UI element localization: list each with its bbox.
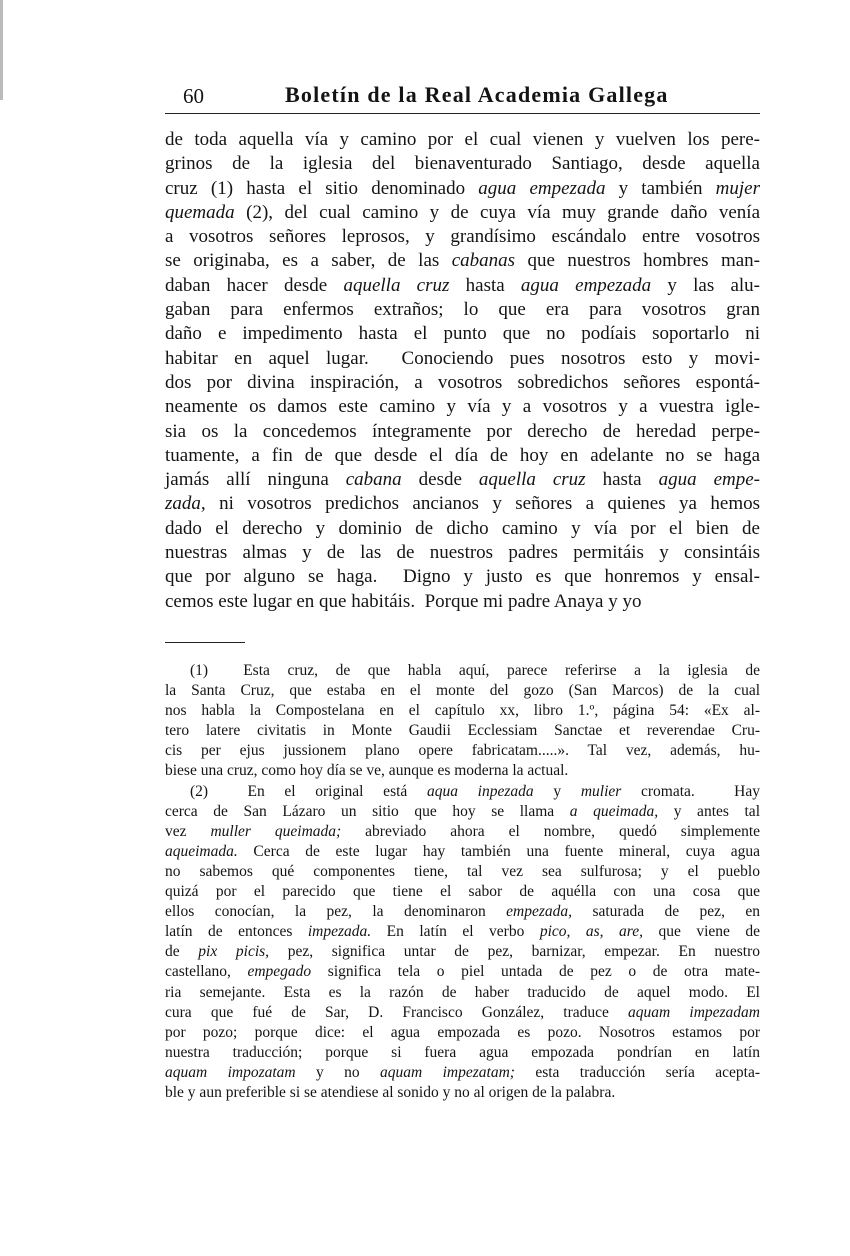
- footnote-line: [165, 1083, 760, 1103]
- footnote-line: [165, 1043, 760, 1063]
- footnote-line: [165, 902, 760, 922]
- text-segment: y las alu-: [651, 274, 760, 296]
- text-segment: nos habla la Compostelana en el capítulo xx, libro 1.º, página 54: «Ex al-: [165, 702, 760, 720]
- text-segment: que nuestros hombres man-: [515, 250, 760, 272]
- footnote-line: [165, 922, 760, 942]
- text-segment: En latín el verbo: [371, 923, 540, 941]
- text-segment: ria semejante. Esta es la razón de haber traducido de aquel modo. El: [165, 983, 760, 1001]
- footnote-line: [165, 701, 760, 721]
- italic-text: empezada,: [506, 903, 573, 921]
- italic-text: aqueimada.: [165, 842, 238, 860]
- italic-text: aquam impezadam: [628, 1003, 760, 1021]
- body-line: [165, 152, 760, 176]
- body-line: [165, 274, 760, 298]
- text-segment: grinos de la iglesia del bienaventurado Santiago, desde aquella: [165, 153, 760, 175]
- text-segment: jamás allí ninguna: [165, 469, 346, 491]
- body-line: [165, 371, 760, 395]
- italic-text: aquella cruz: [478, 469, 586, 491]
- text-segment: cerca de San Lázaro un sitio que hoy se llama: [165, 802, 570, 820]
- text-segment: nuestra traducción; porque si fuera agua empozada pondrían en latín: [165, 1043, 760, 1061]
- footnote-line: [165, 661, 760, 681]
- text-segment: daban hacer desde: [165, 274, 344, 296]
- text-segment: no sabemos qué componentes tiene, tal vez sea sulfurosa; y el pueblo: [165, 862, 760, 880]
- body-line: [165, 468, 760, 492]
- italic-text: muller queimada;: [210, 822, 342, 840]
- text-segment: de toda aquella vía y camino por el cual vienen y vuelven los pere-: [165, 129, 760, 150]
- text-segment: saturada de pez, en: [572, 903, 760, 921]
- text-segment: y también: [605, 177, 716, 199]
- italic-text: cabana: [345, 469, 402, 491]
- footnote-line: [165, 822, 760, 842]
- text-segment: se originaba, es a saber, de las: [165, 250, 452, 272]
- body-line: [165, 322, 760, 346]
- text-segment: y: [533, 782, 581, 800]
- body-line: [165, 420, 760, 444]
- body-line: [165, 225, 760, 249]
- footnote-line: [165, 782, 760, 802]
- text-segment: cis per ejus jussionem plano opere fabricatam.....». Tal vez, además, hu-: [165, 742, 760, 760]
- italic-text: impezada.: [307, 923, 372, 941]
- footnote-line: [165, 741, 760, 761]
- italic-text: aqua inpezada: [426, 782, 534, 800]
- text-segment: que viene de: [642, 923, 761, 941]
- text-segment: sia os la concedemos íntegramente por derecho de heredad perpe-: [165, 420, 760, 442]
- body-line: [165, 590, 760, 614]
- body-text: [165, 128, 760, 614]
- italic-text: a queimada,: [569, 802, 659, 820]
- text-segment: tuamente, a fin de que desde el día de hoy en adelante no se haga: [165, 444, 760, 466]
- text-segment: quizá por el parecido que tiene el sabor de aquélla con una cosa que: [165, 883, 760, 901]
- italic-text: quemada: [165, 201, 235, 223]
- footnote-line: [165, 983, 760, 1003]
- header-rule: [165, 113, 760, 114]
- footnote-separator: [165, 642, 245, 643]
- text-segment: hasta: [585, 469, 659, 491]
- text-segment: biese una cruz, como hoy día se ve, aunque es moderna la actual.: [165, 762, 569, 780]
- footnote-line: [165, 942, 760, 962]
- text-segment: desde: [401, 469, 479, 491]
- text-segment: (2), del cual camino y de cuya vía muy grande daño venía: [234, 201, 760, 223]
- text-segment: por pozo; porque dice: el agua empozada es pozo. Nosotros estamos por: [165, 1023, 760, 1041]
- footnotes: [165, 661, 760, 1103]
- text-segment: de: [165, 943, 199, 961]
- body-line: [165, 298, 760, 322]
- text-segment: abreviado ahora el nombre, quedó simplemente: [341, 822, 761, 840]
- italic-text: zada,: [165, 493, 206, 515]
- text-segment: pez, significa untar de pez, barnizar, empezar. En nuestro: [269, 943, 760, 961]
- scan-edge-mark: [0, 0, 3, 100]
- text-segment: latín de entonces: [165, 923, 308, 941]
- text-segment: gaban para enfermos extraños; lo que era para vosotros gran: [165, 299, 760, 321]
- footnote-line: [165, 802, 760, 822]
- italic-text: mujer: [715, 177, 760, 199]
- body-line: [165, 249, 760, 273]
- italic-text: aquam impezatam;: [380, 1063, 515, 1081]
- body-line: [165, 492, 760, 516]
- footnote-line: [165, 862, 760, 882]
- footnote-line: [165, 842, 760, 862]
- italic-text: mulier: [580, 782, 622, 800]
- italic-text: agua empezada: [478, 177, 606, 199]
- text-segment: y no: [295, 1063, 381, 1081]
- italic-text: agua empe-: [658, 469, 760, 491]
- footnote-line: [165, 962, 760, 982]
- italic-text: pico, as, are,: [539, 923, 643, 941]
- text-segment: esta traducción sería acepta-: [514, 1063, 760, 1081]
- running-title: Boletín de la Real Academia Gallega: [285, 82, 669, 107]
- text-segment: hasta: [449, 274, 521, 296]
- body-line: [165, 395, 760, 419]
- footnote-line: [165, 721, 760, 741]
- footnote-line: [165, 681, 760, 701]
- text-segment: vez: [165, 822, 211, 840]
- footnote-line: [165, 1003, 760, 1023]
- text-segment: daño e impedimento hasta el punto que no podíais soportarlo ni: [165, 323, 760, 345]
- text-segment: significa tela o piel untada de pez o de otra mate-: [311, 963, 760, 981]
- text-segment: Cerca de este lugar hay también una fuente mineral, cuya agua: [237, 842, 760, 860]
- text-segment: dos por divina inspiración, a vosotros sobredichos señores espontá-: [165, 371, 760, 393]
- body-line: [165, 565, 760, 589]
- text-segment: y antes tal: [658, 802, 760, 820]
- text-segment: castellano,: [165, 963, 248, 981]
- body-line: [165, 347, 760, 371]
- text-segment: tero latere civitatis in Monte Gaudii Ecclessiam Sanctae et reverendae Cru-: [165, 722, 760, 740]
- footnote-line: [165, 1063, 760, 1083]
- italic-text: pix picis,: [198, 943, 270, 961]
- text-segment: ble y aun preferible si se atendiese al sonido y no al origen de la palabra.: [165, 1083, 616, 1101]
- body-line: [165, 444, 760, 468]
- text-segment: ellos conocían, la pez, la denominaron: [165, 903, 507, 921]
- text-segment: cemos este lugar en que habitáis. Porque mi padre Anaya y yo: [165, 590, 642, 612]
- body-line: [165, 517, 760, 541]
- text-segment: cruz (1) hasta el sitio denominado: [165, 177, 479, 199]
- text-segment: nuestras almas y de las de nuestros padres permitáis y consintáis: [165, 542, 760, 564]
- text-segment: ni vosotros predichos ancianos y señores a quienes ya hemos: [205, 493, 760, 515]
- text-segment: (1) Esta cruz, de que habla aquí, parece referirse a la iglesia de: [190, 662, 760, 679]
- body-line: [165, 177, 760, 201]
- text-segment: (2) En el original está: [190, 782, 427, 800]
- italic-text: cabanas: [451, 250, 516, 272]
- italic-text: aquella cruz: [343, 274, 450, 296]
- text-segment: neamente os damos este camino y vía y a vosotros y a vuestra igle-: [165, 396, 760, 418]
- text-segment: a vosotros señores leprosos, y grandísimo escándalo entre vosotros: [165, 226, 760, 248]
- page-header: [165, 80, 760, 112]
- footnote-line: [165, 882, 760, 902]
- text-segment: cromata. Hay: [621, 782, 760, 800]
- text-segment: que por alguno se haga. Digno y justo es que honremos y ensal-: [165, 566, 760, 588]
- page-number: 60: [183, 84, 204, 108]
- italic-text: empegado: [247, 963, 312, 981]
- footnote-line: [165, 1023, 760, 1043]
- body-line: [165, 541, 760, 565]
- footnote-line: [165, 761, 760, 781]
- body-line: [165, 201, 760, 225]
- text-segment: dado el derecho y dominio de dicho camino y vía por el bien de: [165, 517, 760, 539]
- italic-text: agua empezada: [520, 274, 652, 296]
- body-line: [165, 128, 760, 152]
- text-segment: habitar en aquel lugar. Conociendo pues nosotros esto y movi-: [165, 347, 760, 369]
- text-segment: la Santa Cruz, que estaba en el monte del gozo (San Marcos) de la cual: [165, 682, 760, 700]
- text-segment: cura que fué de Sar, D. Francisco González, traduce: [165, 1003, 629, 1021]
- italic-text: aquam impozatam: [165, 1063, 296, 1081]
